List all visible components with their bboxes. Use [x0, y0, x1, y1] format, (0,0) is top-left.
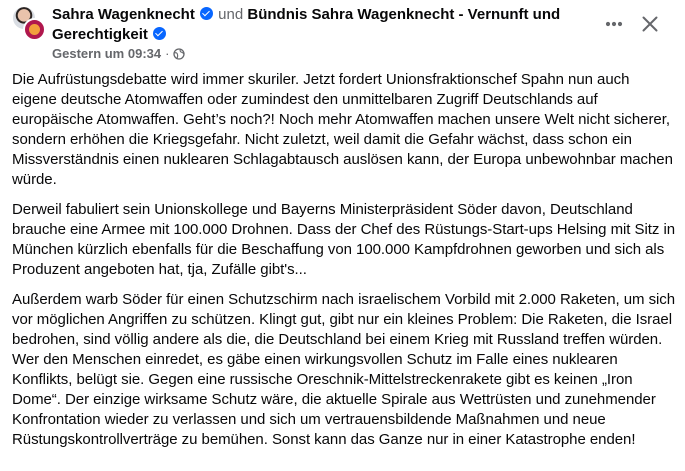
post-paragraph: Derweil fabuliert sein Unionskollege und Bayerns Ministerpräsident Söder davon, Deutschland brauche eine Armee mit 100.000 Drohnen. Dass der Chef des Rüstungs-Start-ups Helsing mit Sitz in München kürzlich ebenfalls für die Beschaffung von 100.000 Kampfdrohnen geworben und sich als Produzent angeboten hat, tja, Zufälle gibt's... [12, 201, 676, 278]
connector-text: und [218, 6, 244, 23]
close-icon [642, 16, 658, 32]
author-name[interactable]: Sahra Wagenknecht [52, 6, 195, 23]
globe-icon[interactable] [173, 48, 185, 60]
close-button[interactable] [636, 10, 664, 38]
page-avatar[interactable] [23, 18, 46, 41]
more-horizontal-icon [605, 21, 623, 27]
verified-badge-icon [153, 27, 166, 40]
post-timestamp[interactable]: Gestern um 09:34 [52, 46, 162, 61]
avatar-group[interactable] [12, 6, 46, 40]
page-logo-icon [29, 24, 40, 35]
page-name[interactable]: Bündnis Sahra Wagenknecht - Vernunft und Gerechtigkeit [52, 6, 561, 43]
post-paragraph: Die Aufrüstungsdebatte wird immer skuriler. Jetzt fordert Unionsfraktionschef Spahn nun auch eigene deutsche Atomwaffen oder zumindest den unmittelbaren Zugriff Deutschlands auf europäische Atomwaffen. Geht’s noch?! Noch mehr Atomwaffen machen unsere Welt nicht sicherer, sondern erhöhen die Kriegsgefahr. Nicht zuletzt, weil damit die Gefahr wächst, dass schon ein Missverständnis einen nuklearen Schlagabtausch auslösen kann, der Europa unbewohnbar machen würde. [12, 71, 673, 188]
post-meta [52, 46, 185, 62]
verified-badge-icon [200, 7, 213, 20]
post-title [52, 5, 592, 45]
meta-separator: · [165, 46, 170, 61]
more-options-button[interactable] [598, 10, 630, 38]
post-body [12, 70, 677, 460]
post-header [0, 0, 685, 70]
post-paragraph: Außerdem warb Söder für einen Schutzschirm nach israelischem Vorbild mit 2.000 Raketen, um sich vor möglichen Angriffen zu schützen. Klingt gut, gibt nur ein kleines Problem: Die Raketen, die Israel bedrohen, sind völlig andere als die, die Deutschland bei einem Krieg mit Russland treffen würden. Wer den Menschen einredet, es gäbe einen wirkungsvollen Schutz im Falle eines nuklearen Konflikts, belügt sie. Gegen eine russische Oreschnik-Mittelstreckenrakete gibt es keinen „Iron Dome“. Der einzige wirksame Schutz wäre, die aktuelle Spirale aus Wettrüsten und zunehmender Konfrontation wieder zu verlassen und sich um vertrauensbildende Maßnahmen und neue Rüstungskontrollverträge zu bemühen. Sonst kann das Ganze nur in einer Katastrophe enden! [12, 291, 676, 448]
